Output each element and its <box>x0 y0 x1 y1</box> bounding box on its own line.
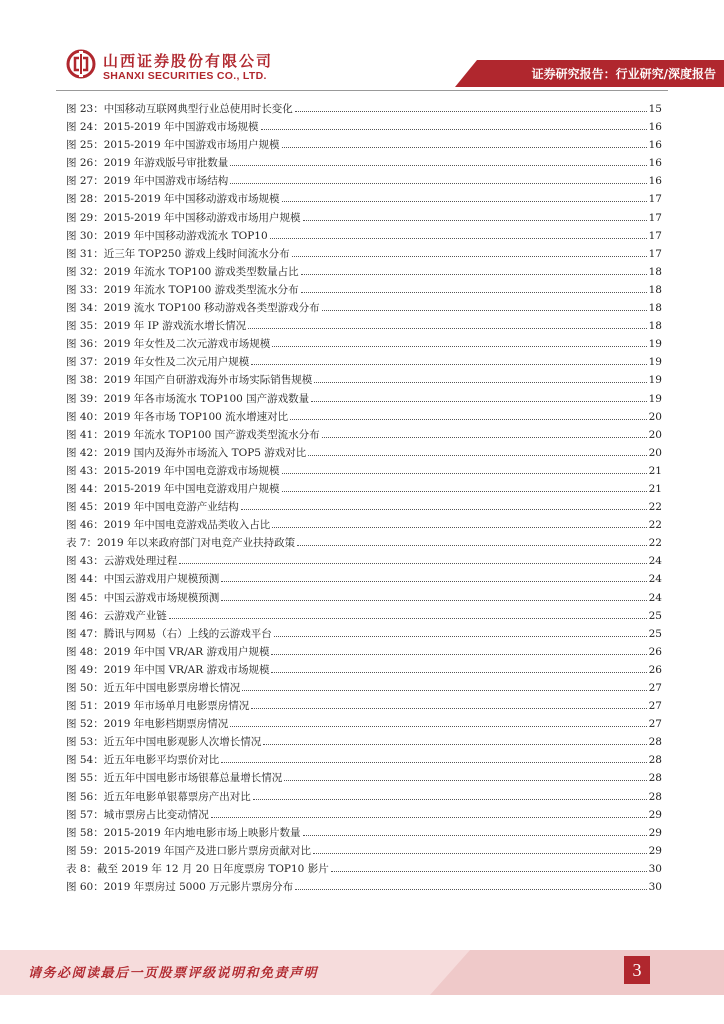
toc-entry-title: 图 23：中国移动互联网典型行业总使用时长变化 <box>66 103 293 115</box>
toc-entry-page: 17 <box>648 229 662 242</box>
toc-entry-title: 图 29：2015-2019 年中国移动游戏市场用户规模 <box>66 211 301 224</box>
toc-dot-leader <box>248 316 646 329</box>
toc-dot-leader <box>322 425 647 438</box>
toc-entry-page: 18 <box>648 302 662 315</box>
toc-dot-leader <box>230 171 646 184</box>
toc-entry-title: 图 40：2019 年各市场 TOP100 流水增速对比 <box>66 410 289 423</box>
company-name-cn: 山西证券股份有限公司 <box>103 52 274 70</box>
toc-entry-page: 28 <box>648 736 662 749</box>
toc-dot-leader <box>271 642 646 655</box>
toc-dot-leader <box>301 262 647 275</box>
toc-entry-title: 图 49：2019 年中国 VR/AR 游戏市场规模 <box>66 663 270 676</box>
toc-entry-title: 图 37：2019 年女性及二次元用户规模 <box>66 356 250 369</box>
toc-entry[interactable] <box>66 171 662 189</box>
toc-entry-page: 29 <box>648 808 662 821</box>
toc-entry-page: 17 <box>648 247 662 260</box>
company-name-en: SHANXI SECURITIES CO., LTD. <box>103 70 267 82</box>
toc-entry-title: 图 26：2019 年游戏版号审批数量 <box>66 157 229 170</box>
toc-dot-leader <box>169 606 647 619</box>
toc-entry[interactable] <box>66 714 662 732</box>
toc-entry-title: 图 43：云游戏处理过程 <box>66 555 178 568</box>
toc-dot-leader <box>311 389 646 402</box>
toc-entry-page: 26 <box>648 663 662 676</box>
toc-entry-page: 16 <box>648 121 662 134</box>
toc-dot-leader <box>303 823 647 836</box>
toc-entry-title: 图 46：云游戏产业链 <box>66 609 167 622</box>
toc-entry-page: 30 <box>648 881 662 894</box>
toc-dot-leader <box>221 569 646 582</box>
toc-entry-title: 图 35：2019 年 IP 游戏流水增长情况 <box>66 320 247 333</box>
toc-entry-page: 16 <box>648 175 662 188</box>
toc-dot-leader <box>211 805 647 818</box>
toc-entry-page: 22 <box>648 501 662 514</box>
toc-entry[interactable] <box>66 642 662 660</box>
table-of-figures <box>66 99 662 895</box>
toc-entry-title: 图 57：城市票房占比变动情况 <box>66 808 209 821</box>
toc-entry[interactable] <box>66 787 662 805</box>
toc-entry[interactable] <box>66 497 662 515</box>
toc-dot-leader <box>314 370 646 383</box>
toc-entry-title: 图 53：近五年中国电影观影人次增长情况 <box>66 736 262 749</box>
toc-entry-title: 图 56：近五年电影单银幕票房产出对比 <box>66 790 251 803</box>
toc-dot-leader <box>221 750 646 763</box>
toc-entry[interactable] <box>66 841 662 859</box>
toc-entry-page: 18 <box>648 265 662 278</box>
toc-dot-leader <box>230 153 646 166</box>
toc-entry[interactable] <box>66 624 662 642</box>
toc-entry-page: 20 <box>648 446 662 459</box>
toc-dot-leader <box>241 497 647 510</box>
toc-entry[interactable] <box>66 226 662 244</box>
toc-entry-title: 图 39：2019 年各市场流水 TOP100 国产游戏数量 <box>66 392 310 405</box>
toc-entry-title: 图 59：2015-2019 年国产及进口影片票房贡献对比 <box>66 844 312 857</box>
toc-entry-page: 18 <box>648 320 662 333</box>
toc-entry-title: 图 32：2019 年流水 TOP100 游戏类型数量占比 <box>66 265 299 278</box>
toc-entry-page: 27 <box>648 682 662 694</box>
toc-entry-title: 图 24：2015-2019 年中国游戏市场规模 <box>66 121 259 134</box>
report-type-label: 证券研究报告：行业研究/深度报告 <box>531 67 716 81</box>
toc-entry-page: 19 <box>648 374 662 387</box>
toc-entry-title: 图 38：2019 年国产自研游戏海外市场实际销售规模 <box>66 374 313 387</box>
toc-entry-page: 17 <box>648 193 662 206</box>
toc-entry-title: 图 54：近五年电影平均票价对比 <box>66 754 220 767</box>
toc-entry-page: 21 <box>648 482 662 495</box>
toc-entry[interactable] <box>66 153 662 171</box>
toc-entry[interactable] <box>66 99 662 117</box>
toc-entry-page: 25 <box>648 627 662 640</box>
page-number: 3 <box>624 956 650 984</box>
toc-dot-leader <box>282 135 647 148</box>
toc-entry-title: 图 50：近五年中国电影票房增长情况 <box>66 682 241 694</box>
toc-dot-leader <box>251 696 646 709</box>
toc-dot-leader <box>242 678 646 691</box>
toc-entry[interactable] <box>66 588 662 606</box>
footer-disclaimer: 请务必阅读最后一页股票评级说明和免责声明 <box>28 966 319 981</box>
toc-entry[interactable] <box>66 768 662 786</box>
toc-entry-page: 17 <box>648 211 662 224</box>
toc-entry-title: 图 41：2019 年流水 TOP100 国产游戏类型流水分布 <box>66 428 320 441</box>
toc-entry-page: 27 <box>648 700 662 713</box>
toc-dot-leader <box>272 515 646 528</box>
toc-dot-leader <box>272 334 646 347</box>
toc-dot-leader <box>253 787 647 800</box>
shanxi-securities-logo-icon <box>66 49 96 79</box>
toc-dot-leader <box>284 768 646 781</box>
toc-entry-page: 24 <box>648 591 662 604</box>
toc-entry-page: 29 <box>648 844 662 857</box>
toc-entry-page: 15 <box>648 103 662 115</box>
toc-entry-page: 26 <box>648 645 662 658</box>
toc-dot-leader <box>313 841 647 854</box>
toc-entry-title: 图 25：2015-2019 年中国游戏市场用户规模 <box>66 139 280 152</box>
toc-entry-title: 图 45：2019 年中国电竞游产业结构 <box>66 501 239 514</box>
toc-dot-leader <box>295 99 647 112</box>
toc-entry-title: 表 8：截至 2019 年 12 月 20 日年度票房 TOP10 影片 <box>66 862 329 875</box>
toc-entry[interactable] <box>66 732 662 750</box>
toc-entry-title: 图 31：近三年 TOP250 游戏上线时间流水分布 <box>66 247 290 260</box>
toc-entry-page: 19 <box>648 356 662 369</box>
toc-entry-page: 30 <box>648 862 662 875</box>
toc-entry-title: 图 44：中国云游戏用户规模预测 <box>66 573 220 586</box>
toc-entry-page: 27 <box>648 718 662 731</box>
toc-entry[interactable] <box>66 859 662 877</box>
toc-dot-leader <box>282 479 647 492</box>
toc-dot-leader <box>282 461 647 474</box>
toc-entry[interactable] <box>66 370 662 388</box>
toc-entry-page: 28 <box>648 790 662 803</box>
toc-dot-leader <box>270 226 647 239</box>
toc-entry[interactable] <box>66 117 662 135</box>
toc-entry-page: 19 <box>648 338 662 351</box>
toc-entry[interactable] <box>66 135 662 153</box>
toc-entry[interactable] <box>66 461 662 479</box>
toc-dot-leader <box>271 660 646 673</box>
toc-entry-title: 图 27：2019 年中国游戏市场结构 <box>66 175 229 188</box>
toc-dot-leader <box>308 443 646 456</box>
toc-entry[interactable] <box>66 551 662 569</box>
toc-entry-page: 20 <box>648 428 662 441</box>
toc-dot-leader <box>179 551 646 564</box>
toc-entry-title: 图 28：2015-2019 年中国移动游戏市场规模 <box>66 193 280 206</box>
toc-entry-page: 16 <box>648 139 662 152</box>
toc-dot-leader <box>251 352 646 365</box>
toc-dot-leader <box>263 732 646 745</box>
toc-entry-title: 图 52：2019 年电影档期票房情况 <box>66 718 229 731</box>
toc-entry[interactable] <box>66 533 662 551</box>
toc-entry[interactable] <box>66 389 662 407</box>
toc-entry[interactable] <box>66 750 662 768</box>
toc-entry-page: 22 <box>648 537 662 550</box>
toc-dot-leader <box>331 859 647 872</box>
toc-entry[interactable] <box>66 189 662 207</box>
toc-entry-title: 图 34：2019 流水 TOP100 移动游戏各类型游戏分布 <box>66 302 320 315</box>
toc-entry[interactable] <box>66 515 662 533</box>
toc-entry-title: 表 7：2019 年以来政府部门对电竞产业扶持政策 <box>66 537 296 550</box>
toc-entry-title: 图 44：2015-2019 年中国电竞游戏用户规模 <box>66 482 280 495</box>
toc-dot-leader <box>230 714 646 727</box>
toc-entry-page: 19 <box>648 392 662 405</box>
toc-dot-leader <box>274 624 647 637</box>
toc-entry[interactable] <box>66 479 662 497</box>
toc-entry-page: 24 <box>648 555 662 568</box>
toc-dot-leader <box>261 117 647 130</box>
toc-entry[interactable] <box>66 316 662 334</box>
toc-entry-title: 图 48：2019 年中国 VR/AR 游戏用户规模 <box>66 645 270 658</box>
toc-entry-title: 图 60：2019 年票房过 5000 万元影片票房分布 <box>66 881 294 894</box>
toc-entry[interactable] <box>66 660 662 678</box>
header-divider <box>56 90 668 91</box>
toc-entry-page: 16 <box>648 157 662 170</box>
toc-entry-title: 图 36：2019 年女性及二次元游戏市场规模 <box>66 338 271 351</box>
toc-entry-page: 21 <box>648 464 662 477</box>
toc-dot-leader <box>282 189 647 202</box>
toc-entry[interactable] <box>66 280 662 298</box>
toc-dot-leader <box>221 588 646 601</box>
toc-entry[interactable] <box>66 208 662 226</box>
toc-entry-page: 25 <box>648 609 662 622</box>
page-header <box>0 0 724 96</box>
toc-entry-title: 图 47：腾讯与网易（右）上线的云游戏平台 <box>66 627 272 640</box>
toc-dot-leader <box>301 280 647 293</box>
toc-entry-title: 图 33：2019 年流水 TOP100 游戏类型流水分布 <box>66 283 299 296</box>
toc-entry[interactable] <box>66 425 662 443</box>
toc-entry[interactable] <box>66 678 662 696</box>
toc-dot-leader <box>290 407 646 420</box>
toc-entry[interactable] <box>66 443 662 461</box>
toc-entry-page: 22 <box>648 519 662 532</box>
toc-dot-leader <box>303 208 647 221</box>
toc-entry-title: 图 43：2015-2019 年中国电竞游戏市场规模 <box>66 464 280 477</box>
toc-entry-page: 18 <box>648 283 662 296</box>
toc-entry-title: 图 30：2019 年中国移动游戏流水 TOP10 <box>66 229 268 242</box>
toc-entry-title: 图 42：2019 国内及海外市场流入 TOP5 游戏对比 <box>66 446 307 459</box>
toc-dot-leader <box>297 533 647 546</box>
toc-entry-title: 图 51：2019 年市场单月电影票房情况 <box>66 700 250 713</box>
toc-dot-leader <box>295 877 646 890</box>
toc-entry-page: 28 <box>648 754 662 767</box>
toc-entry[interactable] <box>66 298 662 316</box>
toc-entry-title: 图 55：近五年中国电影市场银幕总量增长情况 <box>66 772 283 785</box>
toc-entry-page: 28 <box>648 772 662 785</box>
toc-entry[interactable] <box>66 334 662 352</box>
toc-dot-leader <box>292 244 647 257</box>
toc-entry-page: 24 <box>648 573 662 586</box>
toc-entry[interactable] <box>66 877 662 895</box>
toc-entry-page: 29 <box>648 826 662 839</box>
toc-entry[interactable] <box>66 823 662 841</box>
toc-entry[interactable] <box>66 262 662 280</box>
toc-dot-leader <box>322 298 647 311</box>
toc-entry[interactable] <box>66 407 662 425</box>
toc-entry[interactable] <box>66 606 662 624</box>
toc-entry[interactable] <box>66 696 662 714</box>
toc-entry-title: 图 45：中国云游戏市场规模预测 <box>66 591 220 604</box>
toc-entry[interactable] <box>66 244 662 262</box>
toc-entry[interactable] <box>66 805 662 823</box>
toc-entry[interactable] <box>66 569 662 587</box>
toc-entry-title: 图 58：2015-2019 年内地电影市场上映影片数量 <box>66 826 301 839</box>
toc-entry-page: 20 <box>648 410 662 423</box>
toc-entry-title: 图 46：2019 年中国电竞游戏品类收入占比 <box>66 519 271 532</box>
toc-entry[interactable] <box>66 352 662 370</box>
